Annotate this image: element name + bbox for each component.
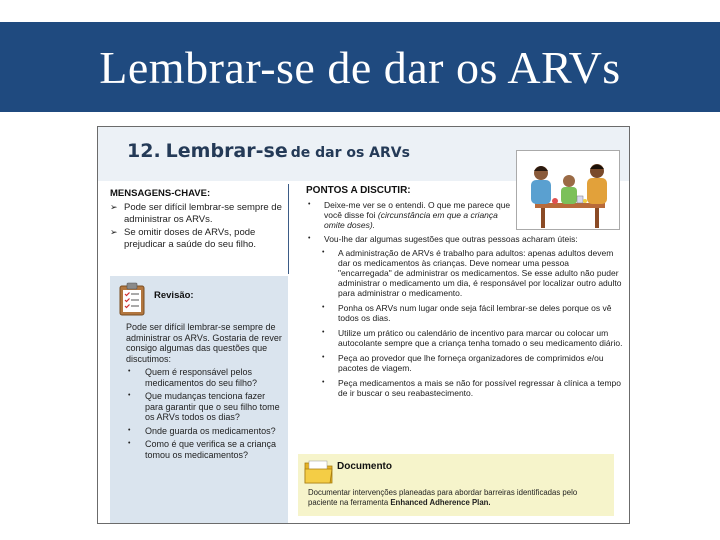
review-question: • Como é que verifica se a criança tomou os medicamentos? [126,439,282,460]
document-title [127,140,410,162]
document-title-large: Lembrar-se [165,140,288,162]
column-divider [288,184,289,274]
discussion-point-text: Vou-lhe dar algumas sugestões que outras pessoas acharam úteis: [324,234,578,244]
suggestion-item: • Ponha os ARVs num lugar onde seja fácil lembrar-se deles porque os vê todos os dias. [320,303,624,323]
review-question: • Quem é responsável pelos medicamentos do seu filho? [126,367,282,388]
suggestion-item: • Utilize um prático ou calendário de incentivo para marcar ou colocar um autocolante sempre que a criança tenha tomado o seu medicamento diário. [320,328,624,348]
documento-box [298,454,614,516]
documento-text [308,488,608,507]
slide-title-bar [0,22,720,112]
review-question: • Onde guarda os medicamentos? [126,426,282,437]
review-box [110,276,288,524]
key-messages-heading: MENSAGENS-CHAVE: [110,188,211,199]
document-page [97,126,630,524]
key-message-item: ➢ Se omitir doses de ARVs, pode prejudicar a saúde do seu filho. [110,227,286,250]
slide-title: Lembrar-se de dar os ARVs [99,41,621,93]
document-number: 12. [127,140,161,162]
discussion-point-italic: (circunstância em que a criança omite doses). [324,210,498,230]
suggestion-item: • Peça ao provedor que lhe forneça organizadores de comprimidos e/ou pacotes de viagem. [320,353,624,373]
review-intro: Pode ser difícil lembrar-se sempre de administrar os ARVs. Gostaria de rever consigo algumas das questões que discutimos: [126,322,282,364]
documento-text-body: Documentar intervenções planeadas para abordar barreiras identificadas pelo paciente na ferramenta [308,488,578,507]
discussion-point [306,234,624,398]
discussion-list [306,200,624,398]
review-question: • Que mudanças tenciona fazer para garantir que o seu filho tome os ARVs todos os dias? [126,391,282,423]
discussion-section [306,185,624,403]
review-content [126,322,282,460]
suggestion-item: • A administração de ARVs é trabalho para adultos: apenas adultos devem dar os medicamentos às crianças. Deve nomear uma pessoa "encarregada" de administrar os medicamentos. Se esse adulto não puder administrar o medicamento um dia, é responsável por localizar outro adulto para administrar o medicamento. [320,248,624,298]
review-questions-list [126,367,282,460]
review-title: Revisão: [154,290,194,301]
folder-icon [304,457,334,490]
documento-text-bold: Enhanced Adherence Plan. [390,497,491,507]
key-message-item: ➢ Pode ser difícil lembrar-se sempre de administrar os ARVs. [110,202,286,225]
discussion-point [306,200,624,230]
suggestions-list [320,248,624,398]
documento-title: Documento [337,461,392,472]
discussion-point-text: Deixe-me ver se o entendi. O que me parece que você disse foi [324,200,511,220]
key-messages-section [110,188,286,252]
suggestion-item: • Peça medicamentos a mais se não for possível regressar à clínica a tempo de ir buscar o seu reabastecimento. [320,378,624,398]
key-messages-list [110,202,286,250]
document-title-small: de dar os ARVs [290,145,410,161]
clipboard-checklist-icon [118,282,146,321]
discussion-heading: PONTOS A DISCUTIR: [306,185,411,196]
